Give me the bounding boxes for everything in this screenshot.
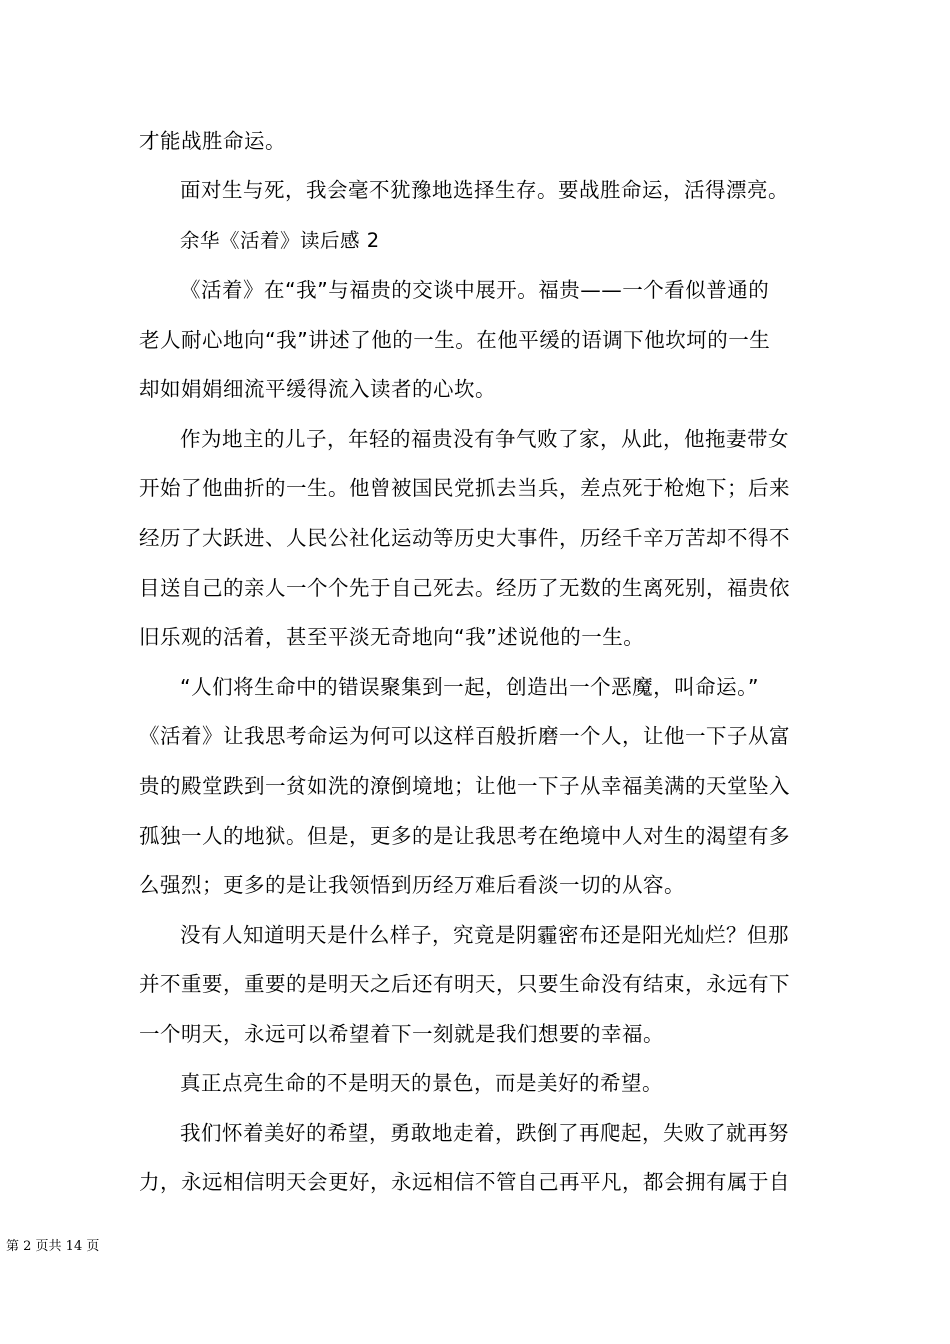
text-line: 力，永远相信明天会更好，永远相信不管自己再平凡，都会拥有属于自: [139, 1170, 790, 1194]
text-line: 《活着》让我思考命运为何可以这样百般折磨一个人，让他一下子从富: [139, 724, 790, 748]
text-line: 开始了他曲折的一生。他曾被国民党抓去当兵，差点死于枪炮下；后来: [139, 476, 790, 500]
text-line: 旧乐观的活着，甚至平淡无奇地向“我”述说他的一生。: [139, 625, 645, 649]
text-line: 却如娟娟细流平缓得流入读者的心坎。: [139, 377, 496, 401]
text-line: 面对生与死，我会毫不犹豫地选择生存。要战胜命运，活得漂亮。: [180, 178, 789, 202]
text-line: 才能战胜命运。: [139, 129, 286, 153]
text-line: 并不重要，重要的是明天之后还有明天，只要生命没有结束，永远有下: [139, 972, 790, 996]
text-line: 么强烈；更多的是让我领悟到历经万难后看淡一切的从容。: [139, 873, 685, 897]
section-heading: 余华《活着》读后感 2: [180, 229, 380, 252]
text-line: “人们将生命中的错误聚集到一起，创造出一个恶魔，叫命运。”: [180, 675, 759, 699]
text-line: 一个明天，永远可以希望着下一刻就是我们想要的幸福。: [139, 1022, 664, 1046]
text-line: 目送自己的亲人一个个先于自己死去。经历了无数的生离死别，福贵依: [139, 576, 790, 600]
text-line: 没有人知道明天是什么样子，究竟是阴霾密布还是阳光灿烂？但那: [180, 923, 789, 947]
text-line: 作为地主的儿子，年轻的福贵没有争气败了家，从此，他拖妻带女: [180, 427, 789, 451]
text-line: 经历了大跃进、人民公社化运动等历史大事件，历经千辛万苦却不得不: [139, 526, 790, 550]
text-line: 真正点亮生命的不是明天的景色，而是美好的希望。: [180, 1071, 663, 1095]
text-line: 孤独一人的地狱。但是，更多的是让我思考在绝境中人对生的渴望有多: [139, 824, 790, 848]
text-line: 贵的殿堂跌到一贫如洗的潦倒境地；让他一下子从幸福美满的天堂坠入: [139, 774, 790, 798]
text-line: 老人耐心地向“我”讲述了他的一生。在他平缓的语调下他坎坷的一生: [139, 328, 771, 352]
text-line: 《活着》在“我”与福贵的交谈中展开。福贵——一个看似普通的: [180, 278, 770, 302]
page-number: 第 2 页共 14 页: [6, 1239, 100, 1254]
text-line: 我们怀着美好的希望，勇敢地走着，跌倒了再爬起，失败了就再努: [180, 1121, 789, 1145]
